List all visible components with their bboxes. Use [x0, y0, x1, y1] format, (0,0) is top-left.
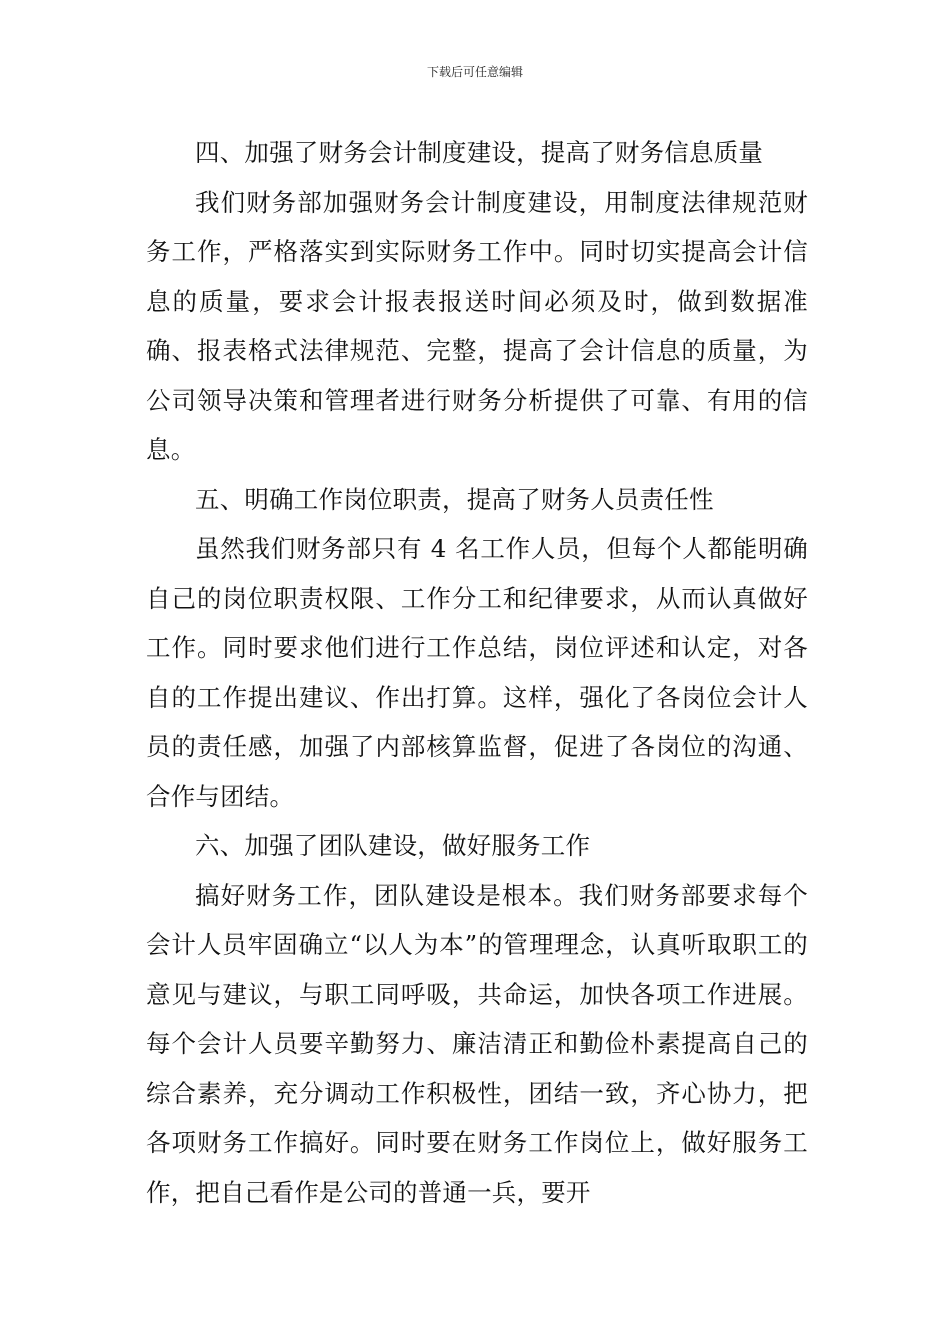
section-paragraph-6: 搞好财务工作，团队建设是根本。我们财务部要求每个会计人员牢固确立“以人为本”的管理理念，认真听取职工的意见与建议，与职工同呼吸，共命运，加快各项工作进展。每个会计人员要辛勤努力、廉洁清正和勤俭朴素提高自己的综合素养，充分调动工作积极性，团结一致，齐心协力，把各项财务工作搞好。同时要在财务工作岗位上，做好服务工作，把自己看作是公司的普通一兵，要开: [146, 880, 808, 1207]
section-paragraph-5: 虽然我们财务部只有 4 名工作人员，但每个人都能明确自己的岗位职责权限、工作分工和纪律要求，从而认真做好工作。同时要求他们进行工作总结，岗位评述和认定，对各自的工作提出建议、作出打算。这样，强化了各岗位会计人员的责任感，加强了内部核算监督，促进了各岗位的沟通、合作与团结。: [146, 534, 808, 811]
section-heading-5: 五、明确工作岗位职责，提高了财务人员责任性: [195, 484, 714, 514]
page-header: 下载后可任意编辑: [426, 65, 523, 79]
section-paragraph-4: 我们财务部加强财务会计制度建设，用制度法律规范财务工作，严格落实到实际财务工作中。同时切实提高会计信息的质量，要求会计报表报送时间必须及时，做到数据准确、报表格式法律规范、完整，提高了会计信息的质量，为公司领导决策和管理者进行财务分析提供了可靠、有用的信息。: [146, 187, 808, 464]
document-body: [146, 128, 808, 1217]
section-heading-4: 四、加强了财务会计制度建设，提高了财务信息质量: [195, 138, 764, 167]
section-heading-6: 六、加强了团队建设，做好服务工作: [195, 831, 591, 860]
